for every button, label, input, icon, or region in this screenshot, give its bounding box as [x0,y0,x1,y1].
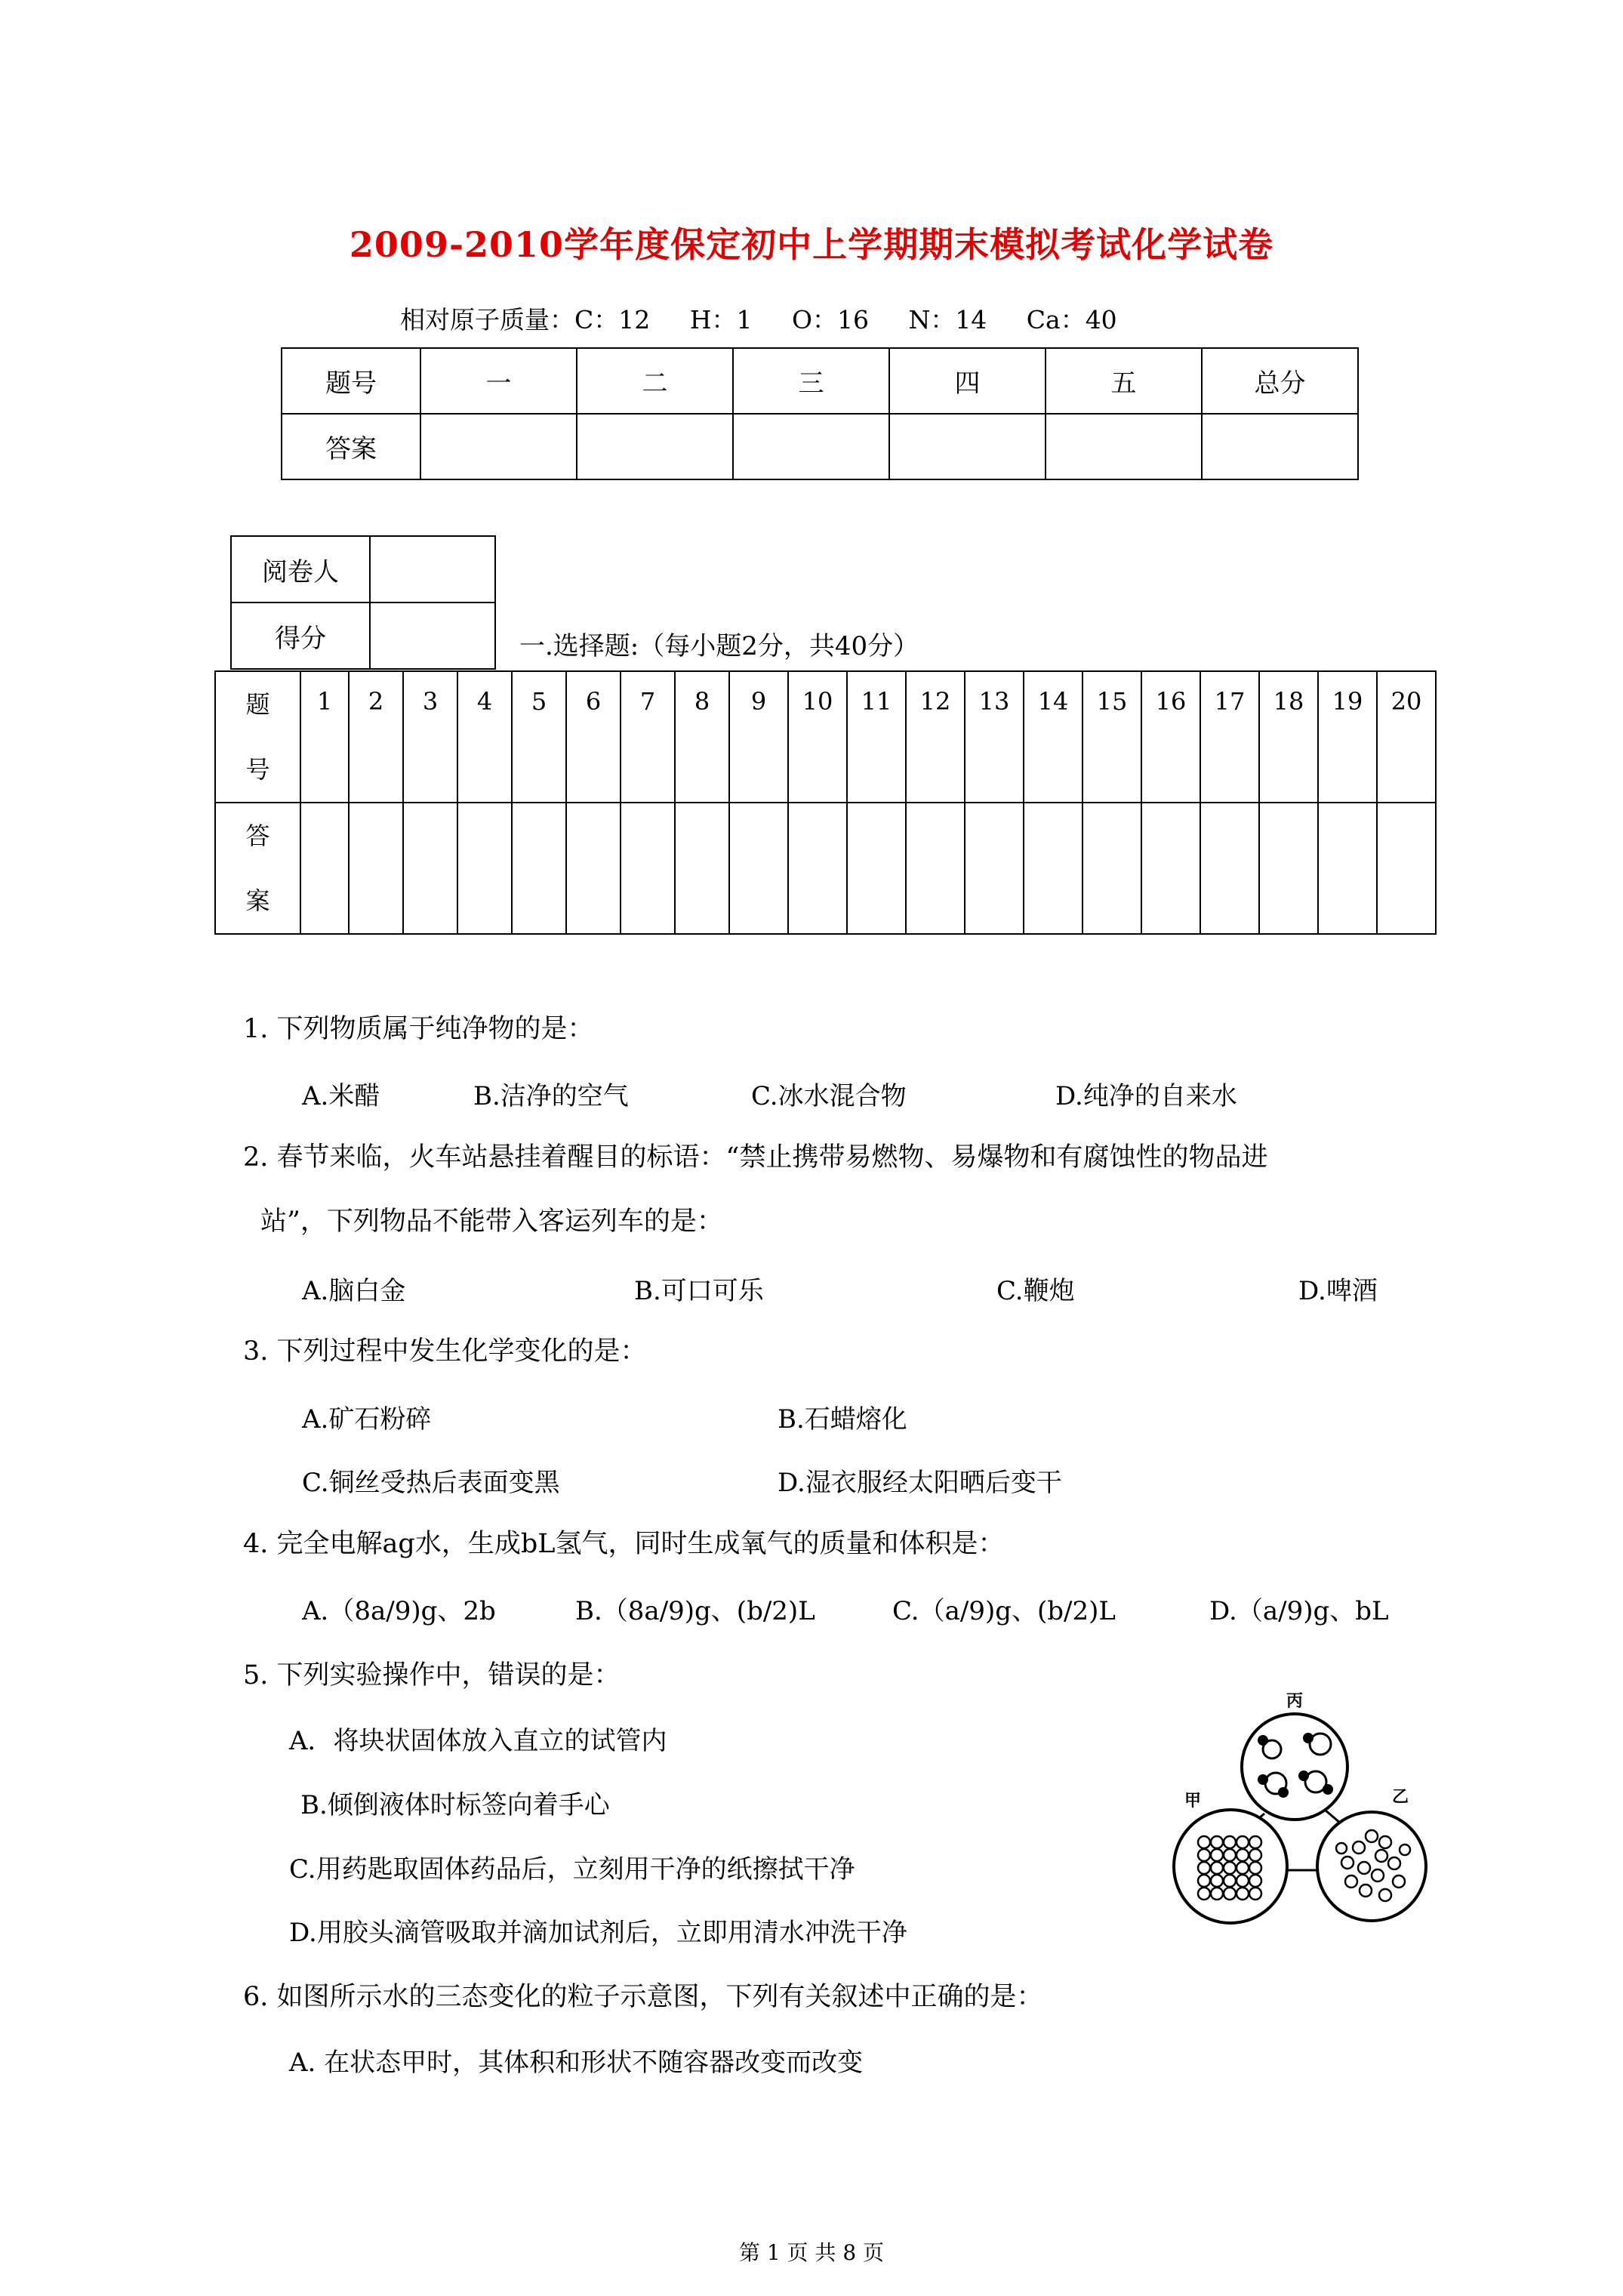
answer-cell[interactable] [788,803,847,934]
page-footer: 第 1 页 共 8 页 [738,2240,885,2265]
question-number: 1. [243,1014,269,1044]
answer-number-cell: 12 [906,671,965,803]
answer-number-cell: 4 [457,671,512,803]
water-states-figure [1166,1678,1438,1927]
option-4c: C.（a/9)g、(b/2)L [892,1596,1116,1626]
answer-number-cell: 19 [1318,671,1377,803]
answer-cell[interactable] [621,803,675,934]
answer-number-cell: 1 [300,671,349,803]
question-6 [243,1978,1043,2016]
option-1b: B.洁净的空气 [473,1081,629,1111]
atomic-masses-label: 相对原子质量： [400,305,574,334]
answer-number-cell: 16 [1141,671,1200,803]
answer-cell[interactable] [1318,803,1377,934]
answer-header-label: 题 号 [215,671,300,803]
option-2b: B.可口可乐 [634,1276,764,1306]
question-3 [243,1333,647,1370]
question-1 [243,1010,594,1048]
option-4b: B.（8a/9)g、(b/2)L [575,1596,815,1626]
option-5c: C.用药匙取固体药品后，立刻用干净的纸擦拭干净 [289,1854,855,1885]
answer-number-cell: 20 [1377,671,1436,803]
question-number: 6. [243,1982,269,2012]
option-2d: D.啤酒 [1298,1276,1378,1306]
score-cell[interactable] [889,414,1046,479]
answer-cell[interactable] [847,803,906,934]
mass-n: N：14 [908,305,987,334]
question-2 [243,1139,1267,1176]
answer-number-cell: 7 [621,671,675,803]
option-6a: A. 在状态甲时，其体积和形状不随容器改变而改变 [289,2048,864,2078]
section-score-cell[interactable] [370,603,495,669]
answer-cell[interactable] [1259,803,1318,934]
score-cell[interactable] [420,414,577,479]
label-bing: 丙 [1286,1691,1304,1711]
answer-input-row [215,803,1436,934]
option-1c: C.冰水混合物 [751,1081,907,1111]
answer-number-cell: 2 [349,671,403,803]
mass-h: H：1 [689,305,753,334]
question-stem: 下列过程中发生化学变化的是： [276,1336,647,1367]
question-number: 4. [243,1529,269,1559]
option-4d: D.（a/9)g、bL [1209,1596,1389,1626]
answer-cell[interactable] [965,803,1024,934]
answer-number-cell: 5 [512,671,566,803]
atomic-masses [400,300,1117,336]
answer-number-cell: 17 [1200,671,1259,803]
solid-lattice [1198,1836,1261,1900]
answer-cell[interactable] [1083,803,1141,934]
question-stem: 如图所示水的三态变化的粒子示意图，下列有关叙述中正确的是： [276,1982,1043,2012]
score-cell[interactable] [733,414,889,479]
score-label: 得分 [231,603,370,669]
option-5a: A．将块状固体放入直立的试管内 [289,1726,667,1756]
answer-number-cell: 8 [675,671,729,803]
reader-cell[interactable] [370,536,495,603]
answer-cell[interactable] [1200,803,1259,934]
question-number: 2. [243,1142,269,1173]
answer-header-row [215,671,1436,803]
score-header-cell: 五 [1046,348,1202,414]
exam-title: 2009-2010学年度保定初中上学期期末模拟考试化学试卷 [349,224,1274,265]
answer-cell[interactable] [675,803,729,934]
question-2-continued: 站”，下列物品不能带入客运列车的是： [260,1207,723,1237]
question-stem: 下列实验操作中，错误的是： [276,1660,621,1690]
score-header-cell: 一 [420,348,577,414]
score-header-cell: 总分 [1202,348,1358,414]
answer-number-cell: 18 [1259,671,1318,803]
mass-o: O：16 [791,305,869,334]
score-table [281,347,1359,480]
score-cell[interactable] [577,414,733,479]
answer-cell[interactable] [566,803,621,934]
score-cell[interactable] [1202,414,1358,479]
option-2c: C.鞭炮 [996,1276,1075,1306]
label-jia: 甲 [1184,1791,1202,1811]
answer-number-cell: 14 [1024,671,1083,803]
answer-cell[interactable] [906,803,965,934]
question-number: 5. [243,1660,269,1690]
score-table-header-row [282,348,1358,414]
score-header-cell: 二 [577,348,733,414]
score-table-answer-row [282,414,1358,479]
answer-cell[interactable] [1377,803,1436,934]
answer-cell[interactable] [403,803,457,934]
label-yi: 乙 [1391,1787,1409,1807]
score-header-cell: 三 [733,348,889,414]
option-5d: D.用胶头滴管吸取并滴加试剂后，立即用清水冲洗干净 [289,1918,907,1948]
answer-number-cell: 9 [729,671,788,803]
state-bing-circle [1242,1714,1347,1820]
state-yi-circle [1317,1812,1426,1921]
answer-number-cell: 13 [965,671,1024,803]
score-header-cell: 题号 [282,348,420,414]
answer-cell[interactable] [1024,803,1083,934]
option-3d: D.湿衣服经太阳晒后变干 [778,1468,1062,1498]
question-stem: 完全电解ag水，生成bL氢气，同时生成氧气的质量和体积是： [276,1529,1005,1559]
answer-cell[interactable] [729,803,788,934]
mass-c: C：12 [574,305,651,334]
answer-row-label: 答 案 [215,803,300,934]
section-heading: 一.选择题:（每小题2分，共40分） [519,631,919,661]
question-number: 3. [243,1336,269,1367]
question-4 [243,1525,1004,1563]
answer-cell[interactable] [300,803,349,934]
mass-ca: Ca：40 [1026,305,1117,334]
question-stem: 春节来临，火车站悬挂着醒目的标语：“禁止携带易燃物、易爆物和有腐蚀性的物品进 [276,1142,1268,1173]
option-2a: A.脑白金 [302,1276,406,1306]
answer-number-cell: 11 [847,671,906,803]
answer-number-cell: 3 [403,671,457,803]
answer-number-cell: 15 [1083,671,1141,803]
reader-label: 阅卷人 [231,536,370,603]
option-3a: A.矿石粉碎 [302,1404,432,1435]
answer-cell[interactable] [457,803,512,934]
answer-number-cell: 10 [788,671,847,803]
score-cell[interactable] [1046,414,1202,479]
score-header-cell: 四 [889,348,1046,414]
answer-cell[interactable] [1141,803,1200,934]
score-row-label: 答案 [282,414,420,479]
option-3c: C.铜丝受热后表面变黑 [302,1468,560,1498]
option-5b: B.倾倒液体时标签向着手心 [300,1790,610,1820]
question-stem: 下列物质属于纯净物的是： [276,1014,594,1044]
option-3b: B.石蜡熔化 [778,1404,907,1435]
option-1d: D.纯净的自来水 [1055,1081,1237,1111]
question-5 [243,1657,621,1694]
reader-table [230,535,496,670]
answer-table [214,670,1437,935]
option-1a: A.米醋 [302,1081,380,1111]
answer-cell[interactable] [512,803,566,934]
option-4a: A.（8a/9)g、2b [302,1596,496,1626]
answer-cell[interactable] [349,803,403,934]
answer-number-cell: 6 [566,671,621,803]
